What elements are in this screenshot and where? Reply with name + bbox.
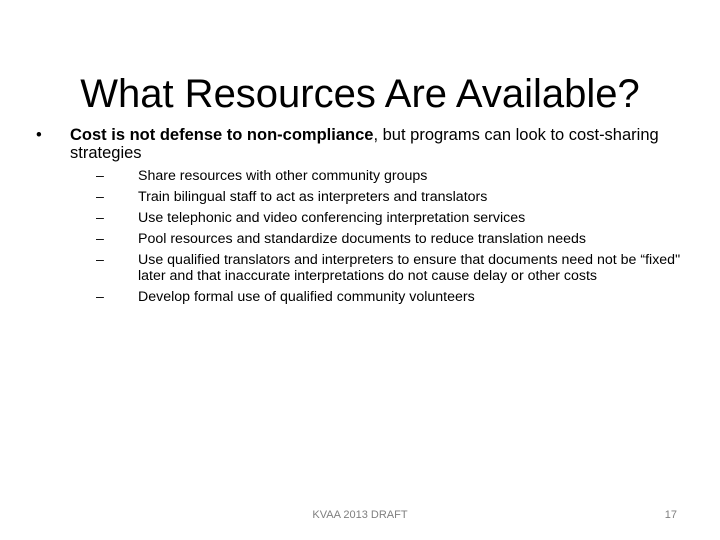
dash-icon: – [96,210,104,226]
bullet-emphasis: Cost is not defense to non-compliance [70,126,374,144]
dash-icon: – [96,168,104,184]
sub-bullet-text: Share resources with other community groups [138,168,428,184]
sub-bullet-text: Pool resources and standardize documents to reduce translation needs [138,231,586,247]
sub-bullet-item [36,189,686,205]
main-bullet [36,126,686,162]
sub-bullet-text: Develop formal use of qualified community volunteers [138,289,475,305]
bullet-text: , but programs can look to cost-sharing strategies [70,126,659,162]
sub-bullet-list [36,168,686,305]
sub-bullet-item [36,289,686,305]
slide-body [36,126,686,310]
sub-bullet-text: Use qualified translators and interpreters to ensure that documents need not be “fixed" later and that inaccurate interpretations do not cause delay or other costs [138,252,681,284]
footer-text: KVAA 2013 DRAFT [312,509,408,521]
slide-title: What Resources Are Available? [80,71,640,116]
sub-bullet-item [36,210,686,226]
dash-icon: – [96,231,104,247]
dash-icon: – [96,289,104,305]
sub-bullet-item [36,231,686,247]
bullet-icon: • [36,126,42,144]
sub-bullet-text: Train bilingual staff to act as interpreters and translators [138,189,488,205]
sub-bullet-item [36,252,686,284]
sub-bullet-item [36,168,686,184]
slide-number: 17 [664,509,677,521]
sub-bullet-text: Use telephonic and video conferencing interpretation services [138,210,526,226]
dash-icon: – [96,252,104,268]
dash-icon: – [96,189,104,205]
